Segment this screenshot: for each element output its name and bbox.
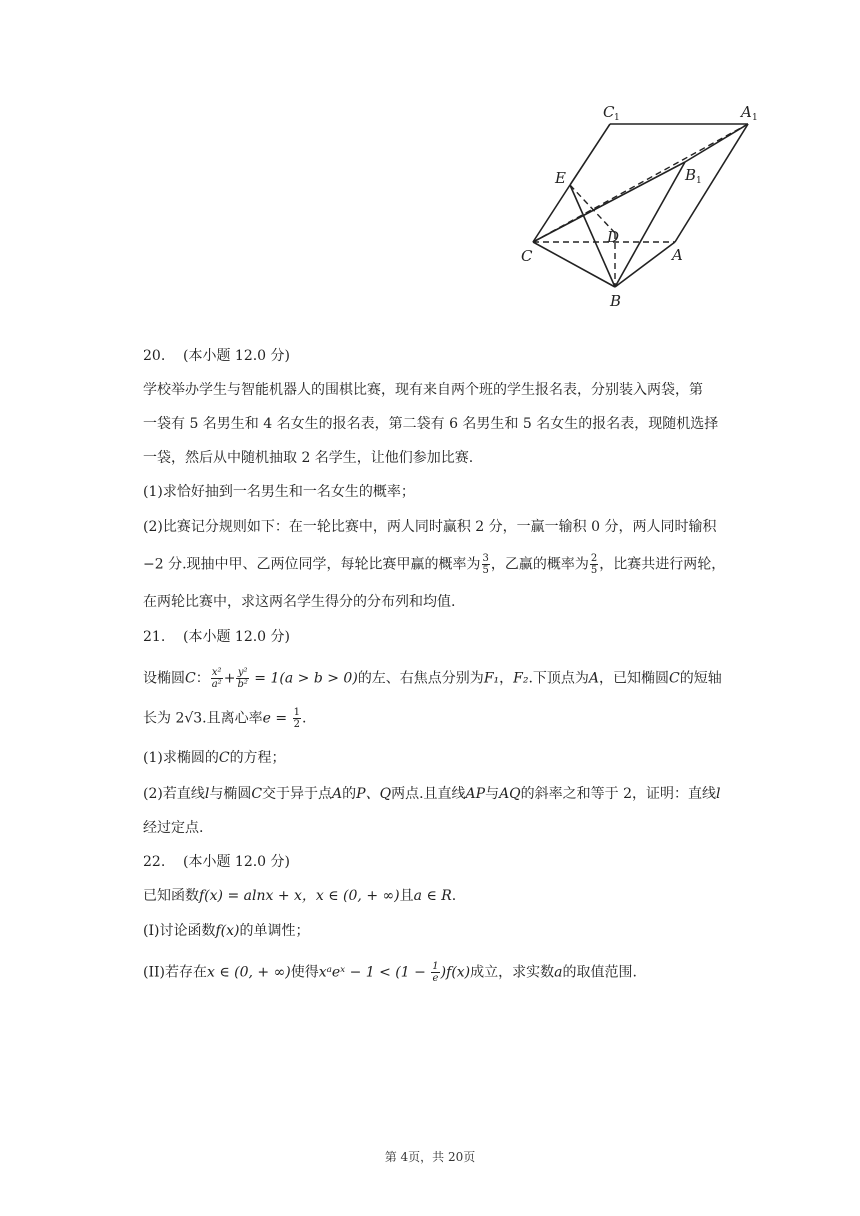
q21-p2a: (2)若直线 xyxy=(143,786,205,802)
q21-colon: ： xyxy=(195,670,210,687)
frac-den: 5 xyxy=(590,565,598,576)
q21-p2f: 与 xyxy=(485,786,500,802)
q21-p2A: A xyxy=(332,786,343,802)
frac-den: a² xyxy=(211,679,222,690)
q22-pIIc: 成立，求实数 xyxy=(470,964,555,981)
label-B: B xyxy=(610,292,622,310)
page-footer: 第 4页，共 20页 xyxy=(384,1150,476,1164)
q22-score: (本小题 12.0 分) xyxy=(183,854,290,870)
q21-C2: C xyxy=(669,670,680,687)
q22-aR: a ∈ R xyxy=(413,888,452,904)
q21-eq: = 1(a > b > 0) xyxy=(249,670,358,687)
q21-F2: F₂ xyxy=(513,670,529,687)
frac-num: 1 xyxy=(293,707,300,718)
q21-AQ: AQ xyxy=(499,786,521,802)
q21-header xyxy=(143,627,290,647)
q21-score: (本小题 12.0 分) xyxy=(183,629,290,645)
q21-number: 21. xyxy=(143,629,166,645)
q21-F1: F₁ xyxy=(483,670,500,687)
q22-line1 xyxy=(143,886,456,906)
q22-pIIb: 使得 xyxy=(290,964,319,981)
q20-line2: 一袋有 5 名男生和 4 名女生的报名表，第二袋有 6 名男生和 5 名女生的报名表，现随机选择 xyxy=(143,416,719,432)
label-C1: C xyxy=(603,103,615,121)
q20-part2-line3: 在两轮比赛中，求这两名学生得分的分布列和均值. xyxy=(143,594,456,610)
q22-l1c: . xyxy=(451,888,457,904)
q21-p2d: 的 xyxy=(342,786,357,802)
q20-text-c: ，比赛共进行两轮， xyxy=(599,556,726,573)
q21-t5: 的短轴 xyxy=(679,670,722,687)
q20-part1: (1)求恰好抽到一名男生和一名女生的概率； xyxy=(143,484,415,500)
edge-E-C xyxy=(533,185,570,242)
q21-p2b: 与椭圆 xyxy=(209,786,252,802)
frac-num: y² xyxy=(237,667,248,678)
q21-p2C: C xyxy=(251,786,263,802)
q20-number: 20. xyxy=(143,348,166,364)
q22-pIb: 的单调性； xyxy=(239,923,310,939)
q21-line2 xyxy=(143,707,306,730)
frac-den: 5 xyxy=(482,565,489,576)
q21-p2e: 两点.且直线 xyxy=(391,786,466,802)
edge-C1-E xyxy=(570,124,610,185)
q20-part2-line2 xyxy=(143,553,725,576)
q21-t3: .下顶点为 xyxy=(528,670,589,687)
frac-num: 3 xyxy=(482,553,489,564)
label-C: C xyxy=(521,247,533,265)
prism-figure xyxy=(515,100,790,315)
frac-den: e xyxy=(432,973,439,984)
label-A1-sub: 1 xyxy=(752,113,758,123)
q22-l1b: 且 xyxy=(399,888,414,904)
q21-AP: AP xyxy=(465,786,486,802)
q21-t2: 的左、右焦点分别为 xyxy=(357,670,484,687)
q21-part2 xyxy=(143,784,721,804)
q21-comma: ， xyxy=(499,670,514,687)
label-E: E xyxy=(555,169,566,187)
q21-e: e = xyxy=(262,710,292,727)
fraction-2-5 xyxy=(590,553,598,576)
q22-ineq2: )f(x) xyxy=(440,964,471,981)
q21-l2b: . xyxy=(301,710,307,727)
q22-partII xyxy=(143,961,637,984)
frac-den: b² xyxy=(237,679,248,690)
frac-num: 1 xyxy=(432,961,439,972)
label-A1: A xyxy=(741,103,752,121)
q21-line1 xyxy=(143,667,722,690)
fraction-1-e xyxy=(431,961,439,984)
q21-l: l xyxy=(204,786,210,802)
q22-a: a xyxy=(554,964,563,981)
edge-E-D-dashed xyxy=(570,185,615,233)
label-B1-sub: 1 xyxy=(696,176,702,186)
q20-text-a: −2 分.现抽中甲、乙两位同学，每轮比赛甲赢的概率为 xyxy=(143,556,481,573)
q22-number: 22. xyxy=(143,854,166,870)
q21-p1C: C xyxy=(218,750,230,766)
q21-l2: l xyxy=(716,786,721,802)
q21-p2g: 的斜率之和等于 2，证明：直线 xyxy=(520,786,717,802)
q21-t4: ，已知椭圆 xyxy=(599,670,670,687)
q21-C: C xyxy=(185,670,196,687)
q21-plus: + xyxy=(223,670,236,687)
q22-l1a: 已知函数 xyxy=(143,888,199,904)
label-B1: B xyxy=(685,166,697,184)
q21-part2-line2: 经过定点. xyxy=(143,820,204,836)
edge-C-B xyxy=(533,242,615,287)
q22-pIId: 的取值范围. xyxy=(562,964,637,981)
q22-pIa: (I)讨论函数 xyxy=(143,923,216,939)
q22-fx: f(x) xyxy=(215,923,240,939)
fraction-y2-b2 xyxy=(236,667,248,690)
q22-partI xyxy=(143,921,309,941)
fraction-x2-a2 xyxy=(211,667,223,690)
edge-B-A xyxy=(615,242,675,287)
q22-domain: x ∈ (0, + ∞) xyxy=(206,964,291,981)
q20-part2-line1: (2)比赛记分规则如下：在一轮比赛中，两人同时赢积 2 分，一赢一输积 0 分，两人同时输积 xyxy=(143,519,717,535)
frac-den: 2 xyxy=(293,719,300,730)
q21-PQ: P、Q xyxy=(356,786,392,802)
q20-score: (本小题 12.0 分) xyxy=(183,348,290,364)
prism-diagram xyxy=(515,100,790,315)
q21-t1: 设椭圆 xyxy=(143,670,185,687)
q22-pIIa: (II)若存在 xyxy=(143,964,207,981)
label-A: A xyxy=(672,246,683,264)
label-D: D xyxy=(607,228,620,246)
fraction-3-5 xyxy=(482,553,490,576)
q22-header xyxy=(143,852,290,872)
frac-num: x² xyxy=(211,667,222,678)
frac-num: 2 xyxy=(590,553,598,564)
q20-line1: 学校举办学生与智能机器人的围棋比赛，现有来自两个班的学生报名表，分别装入两袋，第 xyxy=(143,382,703,398)
q20-text-b: ，乙赢的概率为 xyxy=(490,556,589,573)
q21-A: A xyxy=(588,670,600,687)
label-C1-sub: 1 xyxy=(614,113,620,123)
q21-part1 xyxy=(143,748,286,768)
q21-l2a: 长为 2√3.且离心率 xyxy=(143,710,263,727)
q22-ineq1: xᵃeˣ − 1 < (1 − xyxy=(318,964,431,981)
q21-p1b: 的方程； xyxy=(229,750,286,766)
q21-p2c: 交于异于点 xyxy=(262,786,333,802)
q21-p1a: (1)求椭圆的 xyxy=(143,750,219,766)
q22-func: f(x) = alnx + x，x ∈ (0, + ∞) xyxy=(199,888,400,904)
q20-header xyxy=(143,346,290,366)
q20-line3: 一袋，然后从中随机抽取 2 名学生，让他们参加比赛. xyxy=(143,450,474,466)
fraction-1-2 xyxy=(293,707,301,730)
